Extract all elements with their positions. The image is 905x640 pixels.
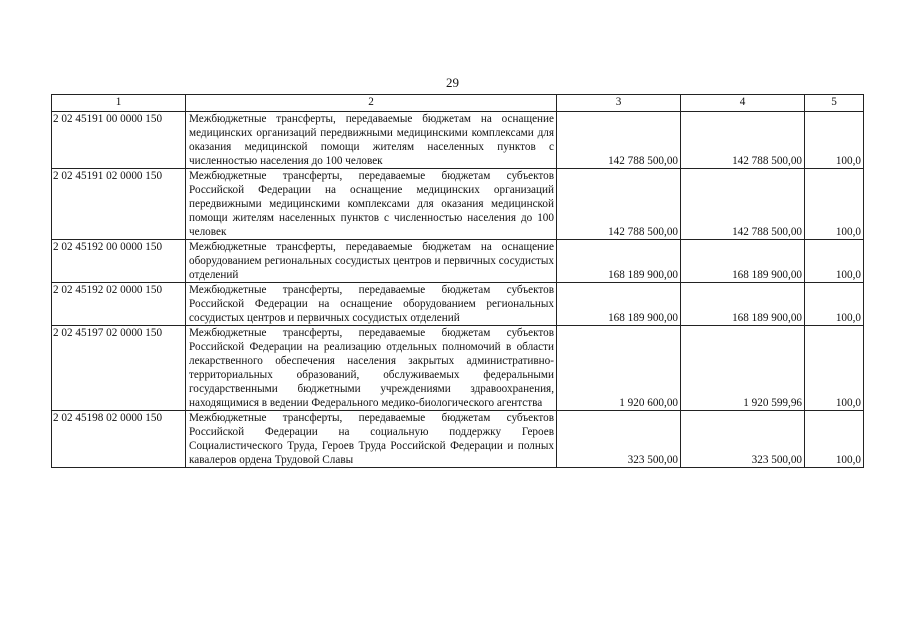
- percent-col5: 100,0: [805, 326, 864, 411]
- percent-col5: 100,0: [805, 169, 864, 240]
- amount-col3: 168 189 900,00: [557, 240, 681, 283]
- percent-col5: 100,0: [805, 411, 864, 468]
- table-row: [52, 169, 864, 240]
- budget-code: 2 02 45191 02 0000 150: [52, 169, 186, 240]
- header-cell-5: 5: [805, 95, 864, 112]
- amount-col4: 142 788 500,00: [681, 112, 805, 169]
- percent-col5: 100,0: [805, 240, 864, 283]
- budget-code: 2 02 45192 00 0000 150: [52, 240, 186, 283]
- table-row: [52, 112, 864, 169]
- percent-col5: 100,0: [805, 283, 864, 326]
- amount-col4: 323 500,00: [681, 411, 805, 468]
- budget-code: 2 02 45191 00 0000 150: [52, 112, 186, 169]
- transfer-name: Межбюджетные трансферты, передаваемые бюджетам на оснащение оборудованием региональных сосудистых центров и первичных сосудистых отделений: [186, 240, 557, 283]
- budget-code: 2 02 45197 02 0000 150: [52, 326, 186, 411]
- table-row: [52, 326, 864, 411]
- amount-col4: 142 788 500,00: [681, 169, 805, 240]
- table-row: [52, 240, 864, 283]
- amount-col3: 1 920 600,00: [557, 326, 681, 411]
- budget-table: [51, 94, 864, 468]
- amount-col3: 323 500,00: [557, 411, 681, 468]
- budget-code: 2 02 45192 02 0000 150: [52, 283, 186, 326]
- amount-col4: 168 189 900,00: [681, 240, 805, 283]
- page-number: 29: [446, 75, 459, 90]
- header-cell-2: 2: [186, 95, 557, 112]
- table-row: [52, 283, 864, 326]
- amount-col3: 168 189 900,00: [557, 283, 681, 326]
- table-row: [52, 411, 864, 468]
- header-row: [52, 95, 864, 112]
- transfer-name: Межбюджетные трансферты, передаваемые бюджетам на оснащение медицинских организаций передвижными медицинскими комплексами для оказания медицинской помощи жителям населенных пунктов с численностью населения до 100 человек: [186, 112, 557, 169]
- percent-col5: 100,0: [805, 112, 864, 169]
- budget-code: 2 02 45198 02 0000 150: [52, 411, 186, 468]
- transfer-name: Межбюджетные трансферты, передаваемые бюджетам субъектов Российской Федерации на социальную поддержку Героев Социалистического Труда, Героев Труда Российской Федерации и полных кавалеров ордена Трудовой Славы: [186, 411, 557, 468]
- header-cell-3: 3: [557, 95, 681, 112]
- amount-col3: 142 788 500,00: [557, 112, 681, 169]
- amount-col3: 142 788 500,00: [557, 169, 681, 240]
- transfer-name: Межбюджетные трансферты, передаваемые бюджетам субъектов Российской Федерации на оснащение оборудованием региональных сосудистых центров и первичных сосудистых отделений: [186, 283, 557, 326]
- amount-col4: 1 920 599,96: [681, 326, 805, 411]
- header-cell-4: 4: [681, 95, 805, 112]
- amount-col4: 168 189 900,00: [681, 283, 805, 326]
- header-cell-1: 1: [52, 95, 186, 112]
- transfer-name: Межбюджетные трансферты, передаваемые бюджетам субъектов Российской Федерации на оснащение медицинских организаций передвижными медицинскими комплексами для оказания медицинской помощи жителям населенных пунктов с численностью населения до 100 человек: [186, 169, 557, 240]
- transfer-name: Межбюджетные трансферты, передаваемые бюджетам субъектов Российской Федерации на реализацию отдельных полномочий в области лекарственного обеспечения населения закрытых административно-территориальных образований, обслуживаемых федеральными государственными бюджетными учреждениями здравоохранения, находящимися в ведении Федерального медико-биологического агентства: [186, 326, 557, 411]
